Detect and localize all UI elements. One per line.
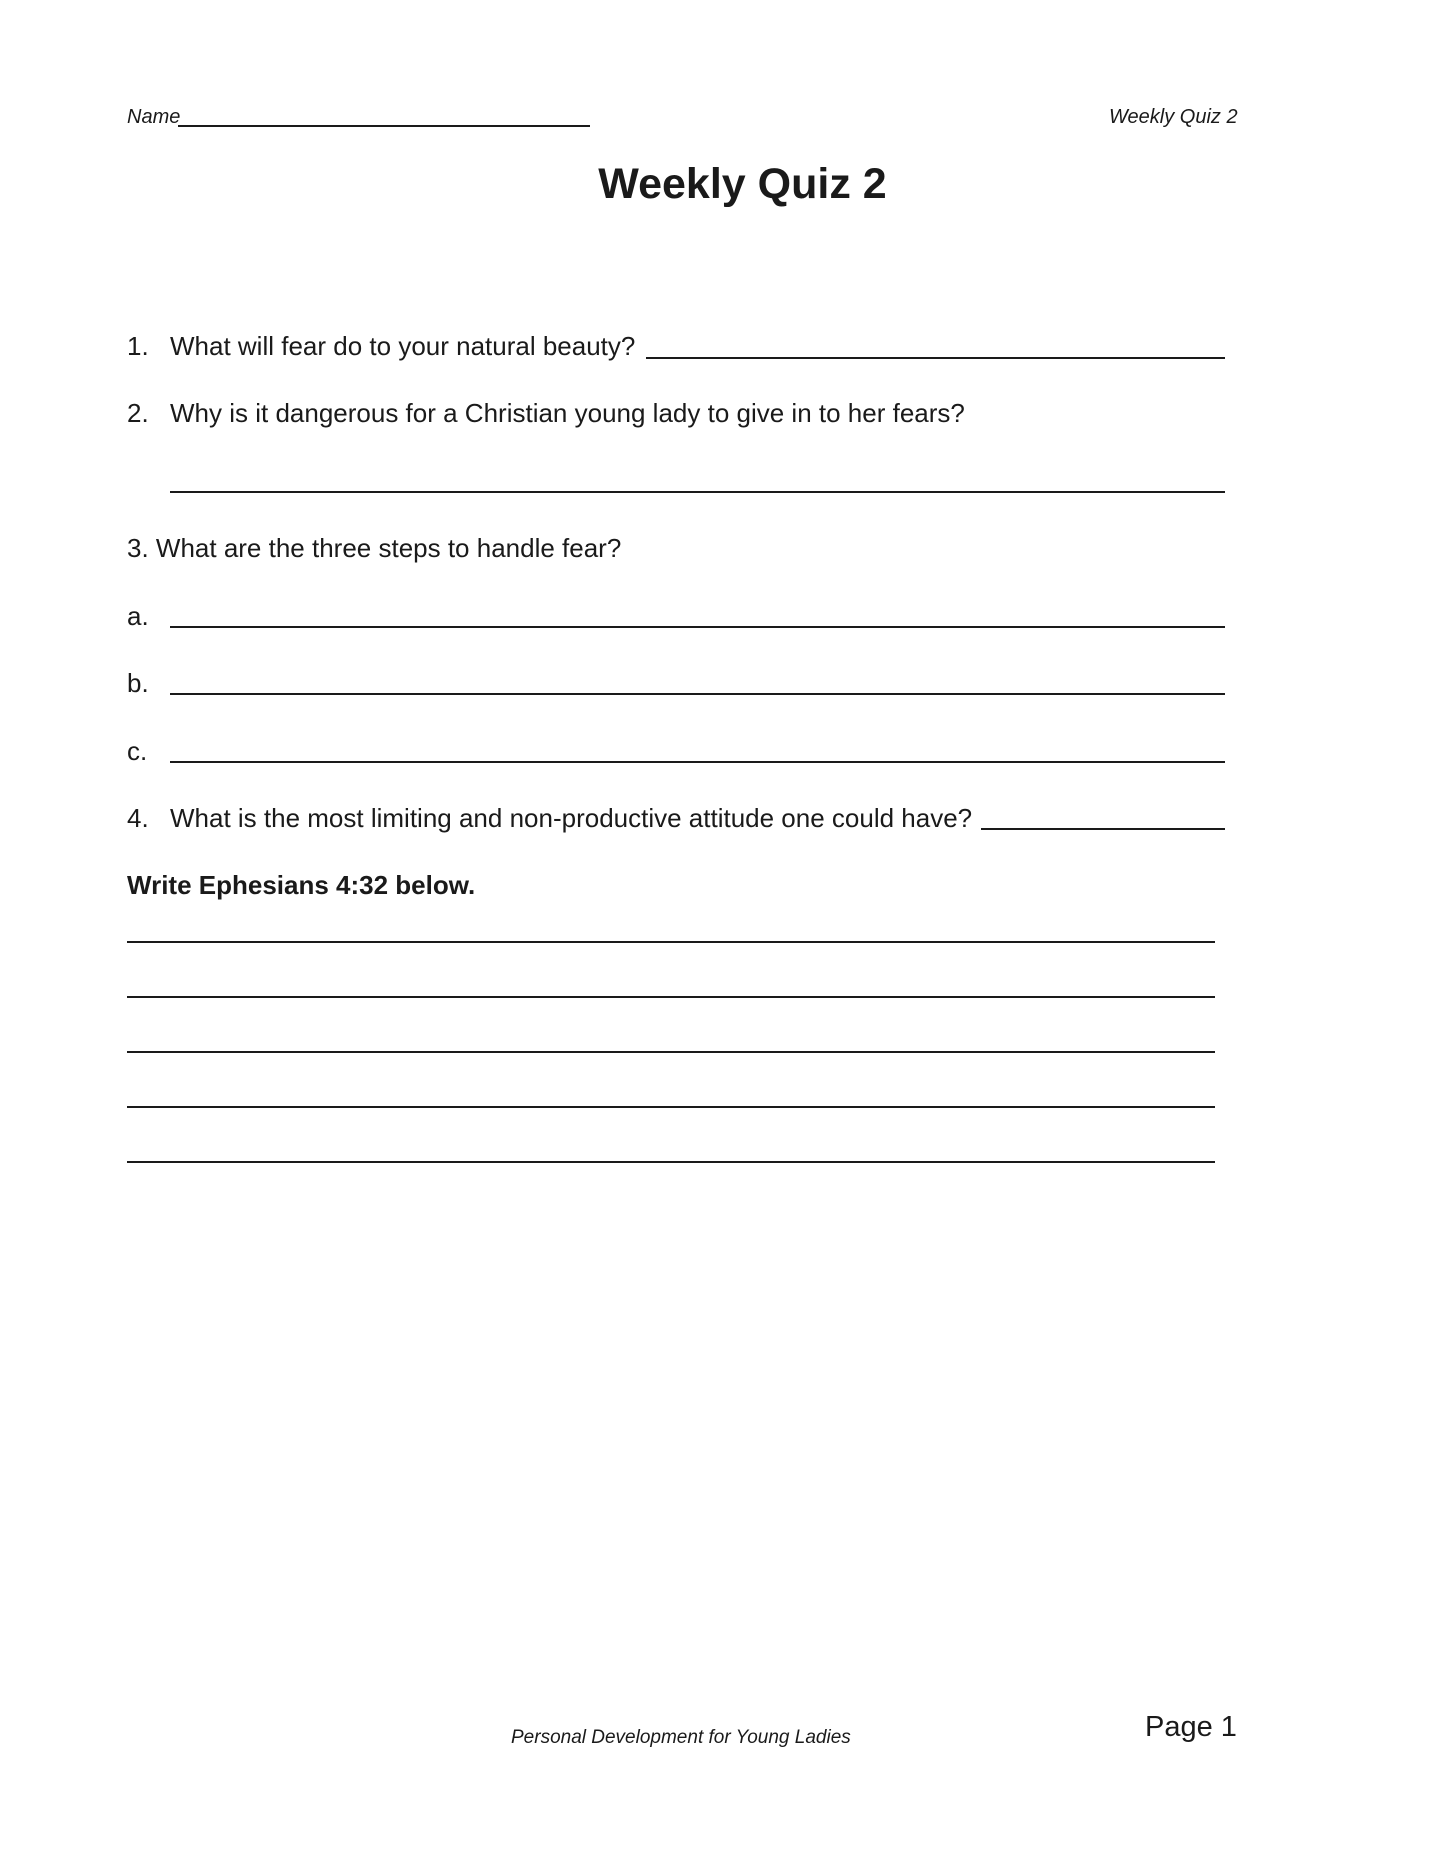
question-1-text: What will fear do to your natural beauty? bbox=[170, 331, 636, 361]
question-2-text: Why is it dangerous for a Christian young lady to give in to her fears? bbox=[170, 398, 965, 428]
question-1-answer-line[interactable] bbox=[646, 357, 1225, 359]
name-field-line[interactable] bbox=[178, 125, 590, 127]
footer-course-title: Personal Development for Young Ladies bbox=[511, 1727, 851, 1748]
page-title: Weekly Quiz 2 bbox=[598, 160, 887, 208]
question-1-number: 1. bbox=[127, 331, 149, 361]
step-b-answer-line[interactable] bbox=[170, 693, 1225, 695]
scripture-line-5[interactable] bbox=[127, 1161, 1215, 1163]
question-4-number: 4. bbox=[127, 803, 149, 833]
question-4-text: What is the most limiting and non-productive attitude one could have? bbox=[170, 803, 973, 833]
scripture-line-2[interactable] bbox=[127, 996, 1215, 998]
step-c-label: c. bbox=[127, 736, 148, 766]
question-3-text: 3. What are the three steps to handle fear? bbox=[127, 533, 622, 563]
step-a-answer-line[interactable] bbox=[170, 626, 1225, 628]
question-2-answer-line[interactable] bbox=[170, 491, 1225, 493]
step-a-label: a. bbox=[127, 601, 149, 631]
scripture-line-4[interactable] bbox=[127, 1106, 1215, 1108]
scripture-line-1[interactable] bbox=[127, 941, 1215, 943]
step-b-label: b. bbox=[127, 668, 149, 698]
scripture-line-3[interactable] bbox=[127, 1051, 1215, 1053]
page-number: Page 1 bbox=[1145, 1711, 1237, 1743]
scripture-prompt: Write Ephesians 4:32 below. bbox=[127, 870, 476, 900]
question-4-answer-line[interactable] bbox=[981, 828, 1225, 830]
name-label: Name bbox=[127, 106, 181, 128]
step-c-answer-line[interactable] bbox=[170, 761, 1225, 763]
question-2-number: 2. bbox=[127, 398, 149, 428]
header-quiz-label: Weekly Quiz 2 bbox=[1109, 106, 1238, 128]
